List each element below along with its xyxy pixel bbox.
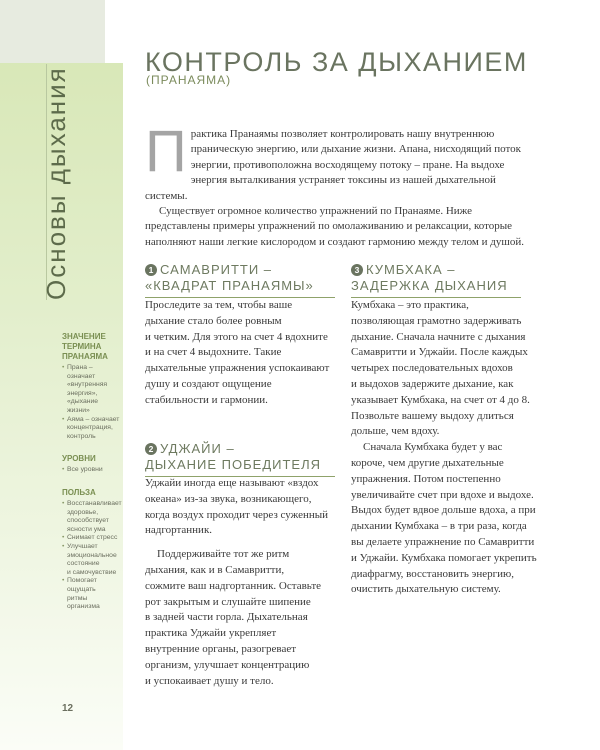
list-item: • Аяма – означает концентрация, контроль (62, 416, 120, 442)
section-heading-samavritti: 1 САМАВРИТТИ – «КВАДРАТ ПРАНАЯМЫ» (145, 262, 314, 293)
list-item: • Восстанавливает здоровье, способствует ясности ума (62, 500, 120, 534)
sidebar-block-benefits (62, 488, 120, 612)
intro-paragraph: рактика Пранаямы позволяет контролировать нашу внутреннюю праническую энергию, или дыхание жизни. Апана, нисходящий поток энергии, противоположна восходящему потоку – пране. На выдохе энергия выталкивания устраняет токсины из нашей дыхательной системы. (145, 128, 521, 202)
intro-paragraph: Существует огромное количество упражнений по Пранаяме. Ниже представлены примеры упражнений по омолаживанию и релаксации, которые наполняют наши легкие кислородом и создают гармонию между телом и душой. (145, 205, 524, 248)
sidebar-heading: ПОЛЬЗА (62, 488, 96, 497)
section-heading-kumbhaka: 3 КУМБХАКА – ЗАДЕРЖКА ДЫХАНИЯ (351, 262, 508, 293)
sidebar-list (62, 466, 120, 475)
section-body-samavritti: Проследите за тем, чтобы ваше дыхание стало более ровным и четким. Для этого на счет 4 вдохните и на счет 4 выдохните. Такие дыхательные упражнения успокаивают душу и создают ощущение стабильности и гармонии. (145, 299, 330, 406)
section-body-kumbhaka: Кумбхака – это практика, позволяющая грамотно задерживать дыхание. Сначала начните с дыхания Самавритти и Уджайи. После каждых четырех последовательных вдохов и выдохов задержите дыхание, как указывает Кумбхака, на счет от 4 до 8. Позвольте вашему выдоху длиться дольше, чем вдоху. Сначала Кумбхака будет у вас короче, чем другие дыхательные упражнения. Потом постепенно увеличивайте счет при вдохе и выдохе. Выдох будет вдвое дольше вдоха, а при дыхании Кумбхака – в три раза, когда вы делаете упражнение по Самавритти и Уджайи. Кумбхака помогает укрепить диафрагму, восстановить энергию, очистить дыхательную систему. (351, 299, 537, 596)
sidebar-heading: УРОВНИ (62, 454, 96, 463)
sidebar-block-levels (62, 454, 120, 475)
sidebar (0, 0, 123, 750)
section-number-badge: 2 (145, 443, 157, 455)
section-number-badge: 1 (145, 264, 157, 276)
intro-text (145, 119, 530, 250)
list-item: • Снимает стресс (62, 534, 120, 543)
section-body-ujjayi: Уджайи иногда еще называют «вздох океана» из-за звука, возникающего, когда воздух проходит через суженный надгортанник. Поддерживайте тот же ритм дыхания, как и в Самавритти, сожмите ваш надгортанник. Оставьте рот закрытым и слушайте шипение в задней части горла. Дыхательная практика Уджайи укрепляет внутренние органы, разогревает организм, улучшает концентрацию и успокаивает душу и тело. (145, 477, 329, 687)
section-heading-ujjayi: 2 УДЖАЙИ – ДЫХАНИЕ ПОБЕДИТЕЛЯ (145, 441, 322, 472)
page-number: 12 (62, 703, 74, 714)
chapter-title-vertical: Основы дыхания (41, 66, 71, 300)
section-number-badge: 3 (351, 264, 363, 276)
sidebar-list (62, 500, 120, 612)
sidebar-top-band (0, 0, 123, 63)
dropcap-letter: П (145, 119, 187, 184)
sidebar-list (62, 364, 120, 441)
page-title: КОНТРОЛЬ ЗА ДЫХАНИЕМ (145, 47, 528, 77)
list-item: • Улучшает эмоциональное состояние и самочувствие (62, 543, 120, 577)
page-subtitle: (ПРАНАЯМА) (146, 73, 232, 87)
sidebar-block-meaning (62, 332, 120, 441)
list-item: • Помогает ощущать ритмы организма (62, 577, 120, 611)
sidebar-heading: ЗНАЧЕНИЕ ТЕРМИНА ПРАНАЯМА (62, 332, 108, 361)
list-item: • Все уровни (62, 466, 120, 475)
list-item: • Прана – означает «внутренняя энергия», «дыхание жизни» (62, 364, 120, 416)
